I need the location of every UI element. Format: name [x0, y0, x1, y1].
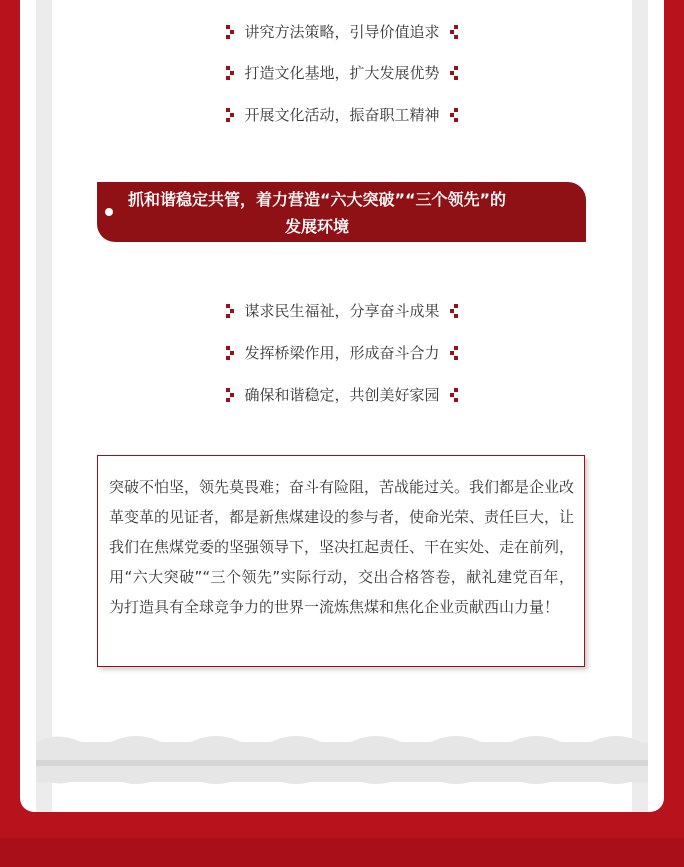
bullet-item: 发挥桥梁作用，形成奋斗合力: [0, 342, 684, 363]
bottom-band: [0, 838, 684, 867]
bullet-left-icon: [226, 304, 238, 318]
bullet-item: 确保和谐稳定，共创美好家园: [0, 384, 684, 405]
wave-decoration: [36, 728, 648, 798]
section-banner: [97, 182, 586, 242]
bullet-left-icon: [226, 25, 238, 39]
closing-paragraph-box: [97, 455, 585, 667]
bullet-item: 讲究方法策略，引导价值追求: [0, 21, 684, 42]
bullet-right-icon: [446, 388, 458, 402]
bullet-right-icon: [446, 66, 458, 80]
bullet-left-icon: [226, 346, 238, 360]
bullet-right-icon: [446, 108, 458, 122]
bullet-right-icon: [446, 25, 458, 39]
bullet-right-icon: [446, 304, 458, 318]
bullet-item: 打造文化基地，扩大发展优势: [0, 62, 684, 83]
bullet-left-icon: [226, 108, 238, 122]
banner-title-line1: 抓和谐稳定共管，着力营造“六大突破”“三个领先”的: [127, 190, 507, 209]
bullet-item: 谋求民生福祉，分享奋斗成果: [0, 300, 684, 321]
bullet-left-icon: [226, 388, 238, 402]
bullet-right-icon: [446, 346, 458, 360]
bullet-item: 开展文化活动，振奋职工精神: [0, 104, 684, 125]
banner-title-line2: 发展环境: [284, 217, 349, 236]
closing-paragraph: 突破不怕坚，领先莫畏难；奋斗有险阻，苦战能过关。我们都是企业改革变革的见证者，都是新焦煤建设的参与者，使命光荣、责任巨大，让我们在焦煤党委的坚强领导下，坚决扛起责任、干在实处、走在前列，用“六大突破”“三个领先”实际行动，交出合格答卷，献礼建党百年，为打造具有全球竞争力的世界一流炼焦煤和焦化企业贡献西山力量！: [109, 478, 575, 616]
bullet-left-icon: [226, 66, 238, 80]
